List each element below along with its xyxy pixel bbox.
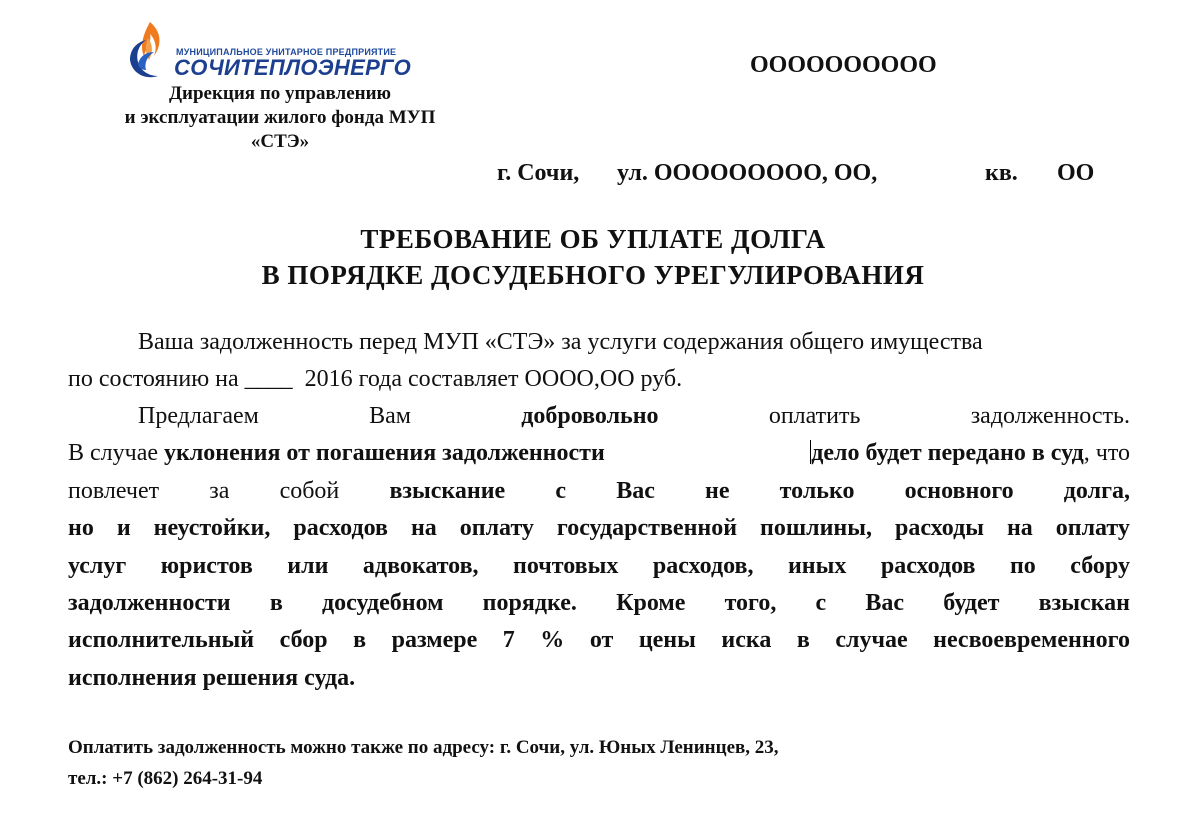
word: порядке. bbox=[482, 590, 577, 616]
word: оплату bbox=[1055, 515, 1130, 541]
word: Кроме bbox=[616, 590, 686, 616]
word: расходов bbox=[880, 553, 976, 579]
word: не bbox=[705, 478, 730, 504]
word: Предлагаем bbox=[138, 403, 259, 429]
document-title-line-1: ТРЕБОВАНИЕ ОБ УПЛАТЕ ДОЛГА bbox=[360, 224, 826, 254]
word: сбор bbox=[279, 627, 328, 653]
word: расходов bbox=[293, 515, 388, 541]
word: оплату bbox=[459, 515, 534, 541]
word: за bbox=[209, 478, 230, 504]
word: цены bbox=[638, 627, 696, 653]
word: взыскание bbox=[389, 478, 506, 504]
word: услуг bbox=[68, 553, 127, 579]
word: иных bbox=[787, 553, 847, 579]
word: исполнительный bbox=[68, 627, 255, 653]
word: задолженность. bbox=[970, 403, 1130, 429]
word: размере bbox=[391, 627, 478, 653]
word: задолженности bbox=[68, 590, 231, 616]
word: Вам bbox=[369, 403, 411, 429]
word: повлечет bbox=[68, 478, 160, 504]
recipient-name: ОООООООООО bbox=[750, 52, 937, 78]
body-p1-line-1: Ваша задолженность перед МУП «СТЭ» за услуги содержания общего имущества bbox=[138, 329, 983, 355]
word: только bbox=[779, 478, 855, 504]
word: расходы bbox=[894, 515, 984, 541]
word: на bbox=[410, 515, 437, 541]
word: государственной bbox=[556, 515, 738, 541]
word: долга, bbox=[1063, 478, 1130, 504]
footer-address: Оплатить задолженность можно также по адресу: г. Сочи, ул. Юных Ленинцев, 23, bbox=[68, 737, 779, 758]
word: в bbox=[269, 590, 283, 616]
org-line-2: и эксплуатации жилого фонда МУП bbox=[124, 107, 436, 128]
word: по bbox=[1009, 553, 1036, 579]
logo-small-text: МУНИЦИПАЛЬНОЕ УНИТАРНОЕ ПРЕДПРИЯТИЕ bbox=[176, 47, 397, 57]
word: иска bbox=[721, 627, 772, 653]
footer-phone: тел.: +7 (862) 264-31-94 bbox=[68, 768, 263, 789]
word: расходов, bbox=[652, 553, 754, 579]
word: собой bbox=[279, 478, 340, 504]
org-line-1: Дирекция по управлению bbox=[168, 83, 392, 104]
body-p2-line-3 bbox=[68, 478, 1130, 505]
word: но bbox=[68, 515, 94, 541]
body-p2-line-5 bbox=[68, 553, 1130, 580]
word: основного bbox=[904, 478, 1014, 504]
word: в bbox=[353, 627, 367, 653]
recipient-city: г. Сочи, bbox=[497, 160, 580, 186]
word: Вас bbox=[865, 590, 905, 616]
company-logo bbox=[124, 20, 454, 82]
body-p2-line-7 bbox=[68, 627, 1130, 654]
body-p2-line-4 bbox=[68, 515, 1130, 542]
org-line-3: «СТЭ» bbox=[250, 131, 310, 152]
word: взыскан bbox=[1038, 590, 1130, 616]
word: неустойки, bbox=[153, 515, 271, 541]
word: добровольно bbox=[521, 403, 659, 429]
logo-brand-text: СОЧИТЕПЛОЭНЕРГО bbox=[174, 55, 411, 80]
word: сбору bbox=[1070, 553, 1130, 579]
body-p2-line-6 bbox=[68, 590, 1130, 617]
word: на bbox=[1006, 515, 1033, 541]
body-p2-line-8: исполнения решения суда. bbox=[68, 665, 356, 691]
word: случае bbox=[835, 627, 908, 653]
word: от bbox=[589, 627, 614, 653]
recipient-apt-value: ОО bbox=[1057, 160, 1095, 186]
word: Вас bbox=[616, 478, 655, 504]
word: будет bbox=[943, 590, 1000, 616]
word: того, bbox=[724, 590, 777, 616]
body-p2-line-1 bbox=[138, 403, 1130, 430]
word: в bbox=[796, 627, 810, 653]
word: адвокатов, bbox=[362, 553, 479, 579]
word: оплатить bbox=[768, 403, 861, 429]
text-segment: , что bbox=[1083, 440, 1130, 466]
word: пошлины, bbox=[760, 515, 872, 541]
word: с bbox=[815, 590, 827, 616]
recipient-street: ул. ООООООООО, ОО, bbox=[617, 160, 878, 186]
text-segment: В случае bbox=[68, 440, 165, 466]
word: досудебном bbox=[321, 590, 444, 616]
word: % bbox=[540, 627, 565, 653]
word: или bbox=[287, 553, 329, 579]
word: почтовых bbox=[513, 553, 619, 579]
body-p2-line-2 bbox=[68, 440, 1130, 467]
text-segment-bold: дело будет передано в суд bbox=[811, 440, 1084, 466]
word: 7 bbox=[502, 627, 515, 653]
body-p1-line-2: по состоянию на ____ 2016 года составляет ОООО,ОО руб. bbox=[68, 366, 683, 392]
word: юристов bbox=[160, 553, 253, 579]
document-title-line-2: В ПОРЯДКЕ ДОСУДЕБНОГО УРЕГУЛИРОВАНИЯ bbox=[261, 260, 925, 290]
word: и bbox=[116, 515, 131, 541]
text-segment-bold: уклонения от погашения задолженности bbox=[164, 440, 605, 466]
word: несвоевременного bbox=[933, 627, 1130, 653]
word: с bbox=[555, 478, 567, 504]
flame-icon bbox=[124, 20, 174, 82]
recipient-apt-label: кв. bbox=[985, 160, 1018, 186]
